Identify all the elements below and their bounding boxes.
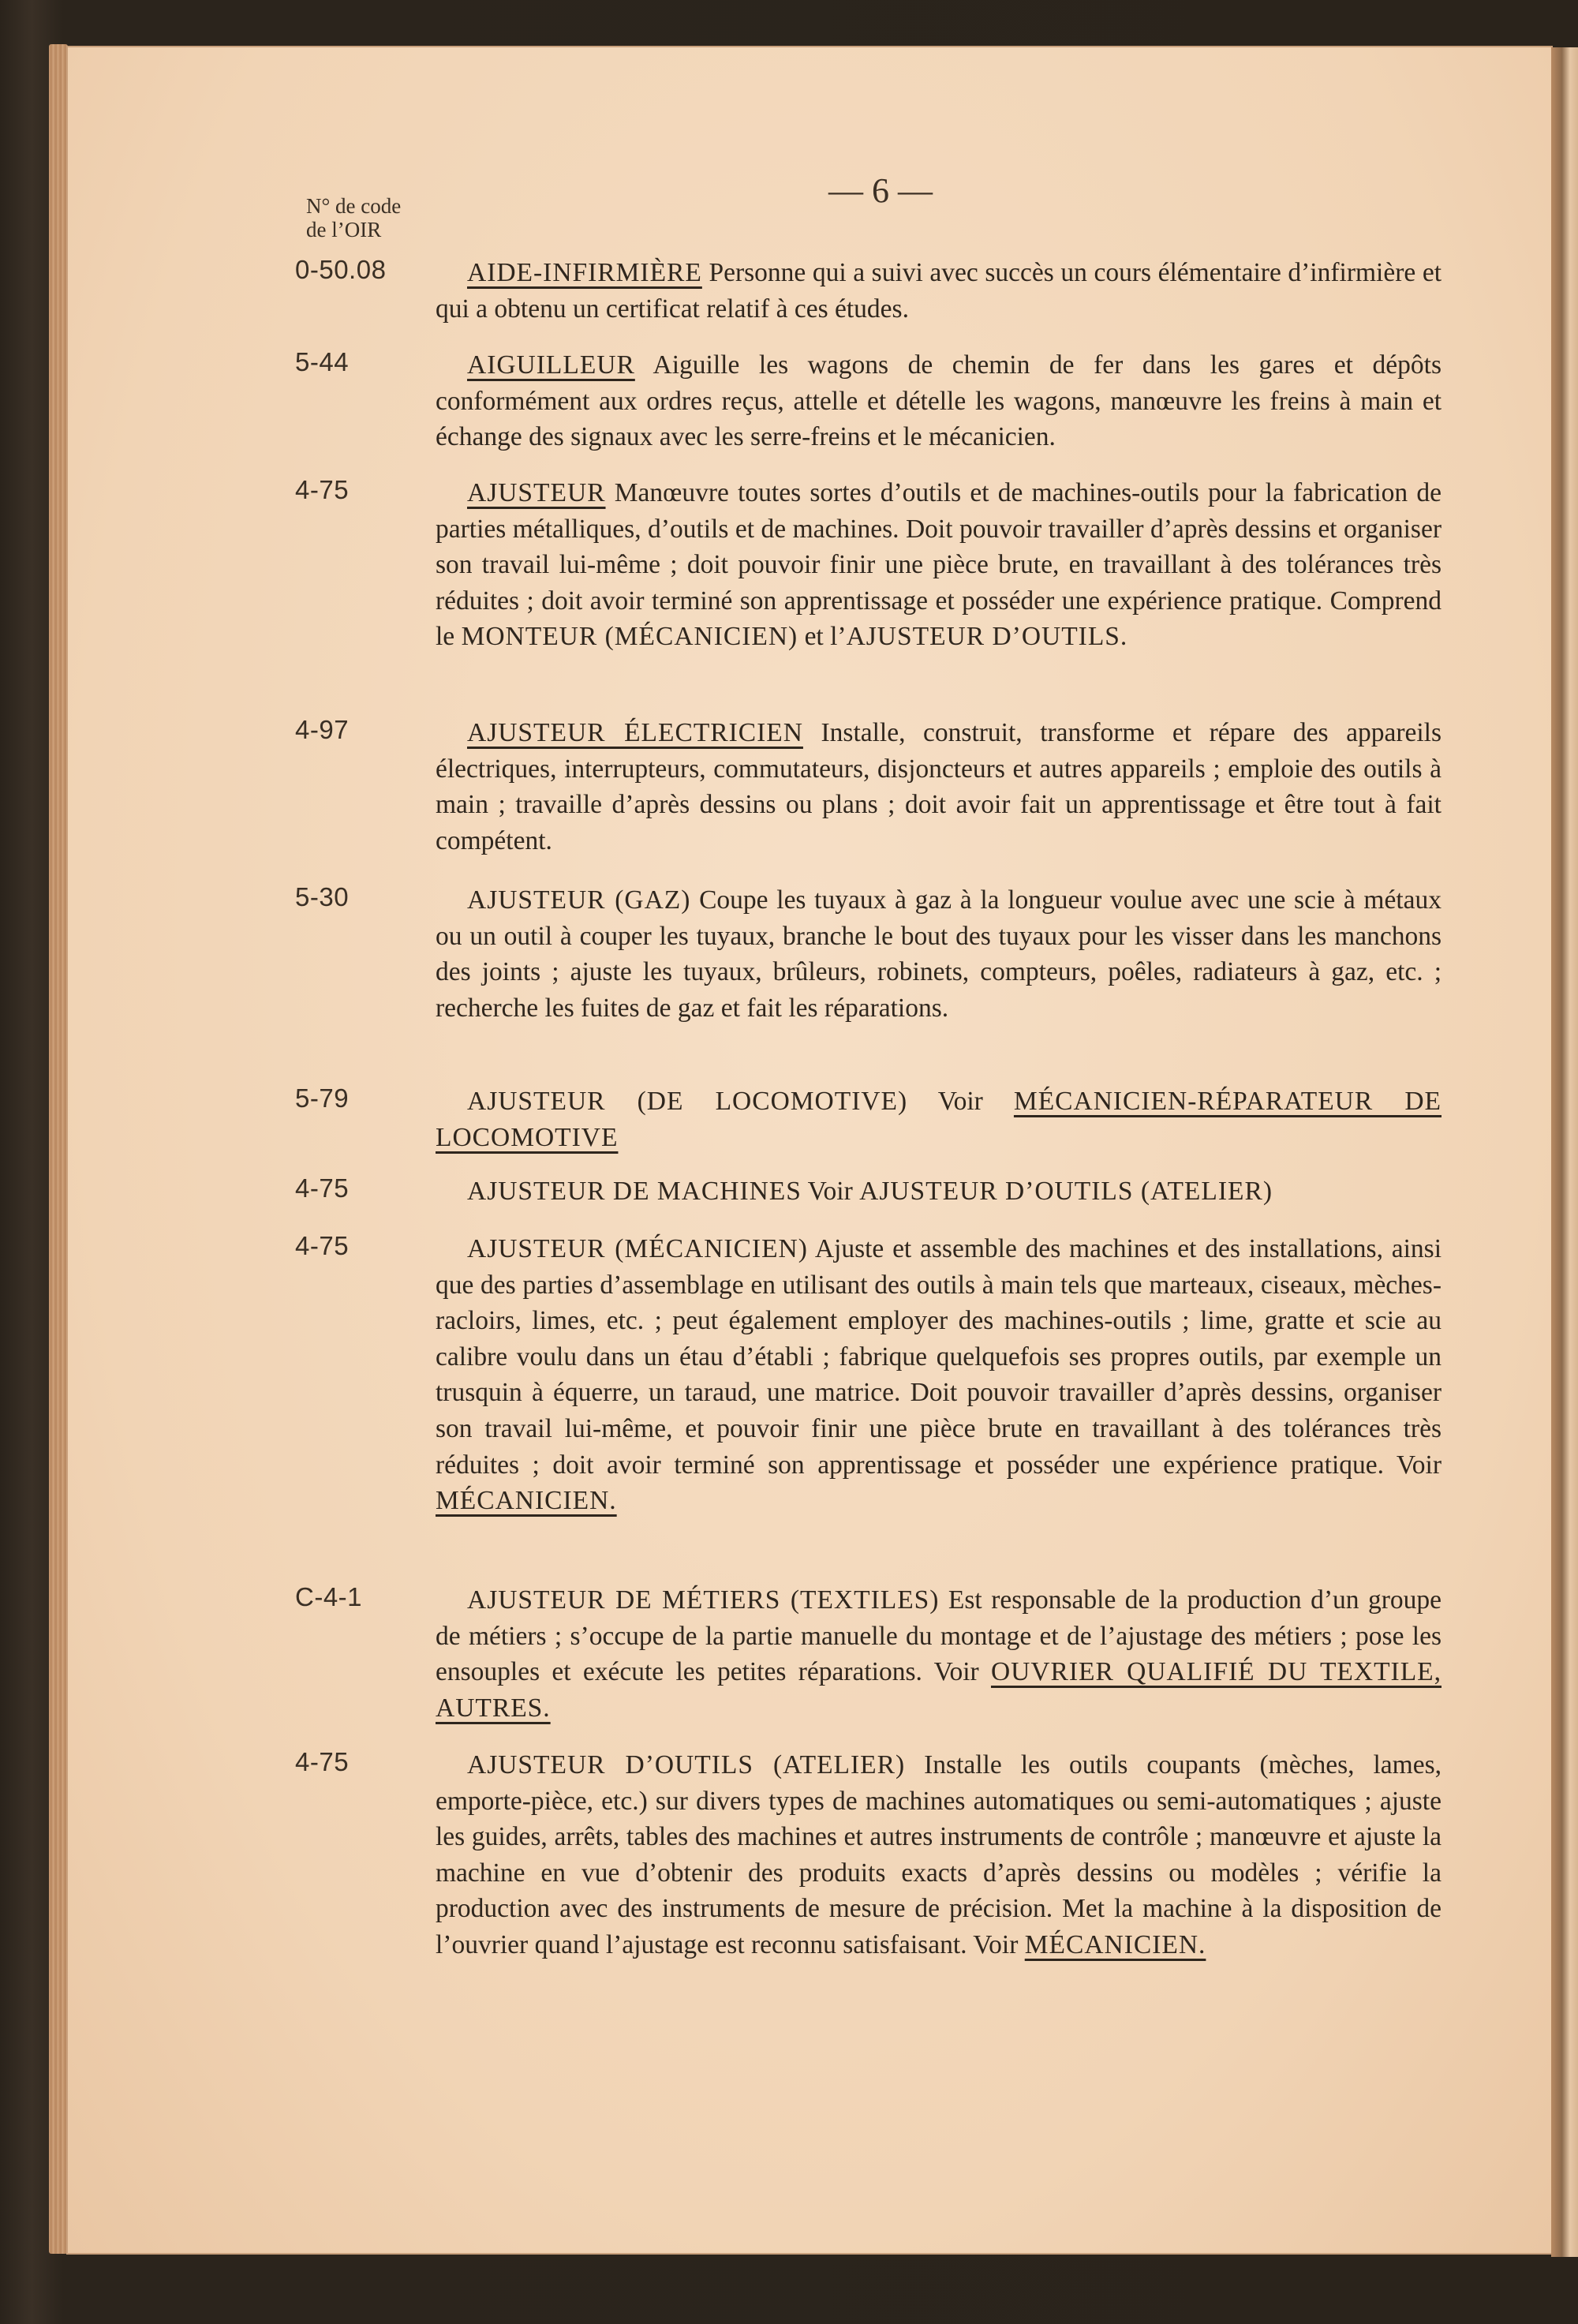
entry-text: [436, 1747, 1442, 1963]
page-number: — 6 —: [828, 171, 933, 210]
entry-reference: MÉCANICIEN-RÉPARATEUR DE LOCOMOTIVE: [436, 1087, 1442, 1152]
code-column-header-line1: N° de code: [306, 194, 402, 218]
entry-text: [436, 1582, 1442, 1726]
entry-text: [436, 1173, 1442, 1210]
code-column-header: [306, 194, 401, 241]
page-edges-right: [1551, 47, 1578, 2257]
entry-text: [436, 347, 1442, 455]
entry-reference: MÉCANICIEN.: [1024, 1929, 1206, 1959]
entry-term: AJUSTEUR D’OUTILS (ATELIER): [467, 1750, 906, 1779]
entry-definition: Aiguille les wagons de chemin de fer dans les gares et dépôts conformément aux ordres reçus, attelle et dételle les wagons, manœuvre les freins à main et échange des signaux avec les serre-freins et le mécanicien.: [436, 350, 1442, 452]
entry-text: [436, 255, 1442, 327]
entry-code: 4-75: [295, 475, 350, 504]
entry-code: 4-75: [295, 1173, 350, 1203]
entry-definition: Ajuste et assemble des machines et des installations, ainsi que des parties d’assemblage en utilisant des outils à main tels que marteaux, ciseaux, mèches-racloirs, limes, etc. ; peut également employer des machines-outils ; lime, gratte et scie au calibre voulu dans un étau d’établi ; fabrique quelquefois ses propres outils, par exemple un trusquin à équerre, un taraud, une matrice. Doit pouvoir travailler d’après dessins, organiser son travail lui-même, et pouvoir finir une pièce brute en travaillant à des tolérances très réduites ; doit avoir terminé son apprentissage et posséder une expérience pratique. Voir: [436, 1234, 1442, 1480]
entry-term: AIGUILLEUR: [467, 350, 635, 380]
entry-code: 4-75: [295, 1747, 350, 1776]
entry-code: 0-50.08: [295, 255, 387, 284]
code-column-header-line2: de l’OIR: [306, 218, 382, 241]
page-edges-left: [49, 44, 68, 2254]
entry-definition: Coupe les tuyaux à gaz à la longueur voulue avec une scie à métaux ou un outil à couper les tuyaux, branche le bout des tuyaux pour les visser dans les manchons des joints ; ajuste les tuyaux, brûleurs, robinets, compteurs, poêles, radiateurs à gaz, etc. ; recherche les fuites de gaz et fait les réparations.: [436, 885, 1442, 1023]
entry-code: 5-79: [295, 1083, 350, 1113]
entry-code: 4-97: [295, 715, 350, 744]
entry-term: AJUSTEUR ÉLECTRICIEN: [467, 718, 803, 747]
entry-text: [436, 1083, 1442, 1155]
entry-definition: Installe les outils coupants (mèches, lames, emporte-pièce, etc.) sur divers types de machines automatiques ou semi-automatiques ; ajuste les guides, arrêts, tables des machines et autres instruments de contrôle ; manœuvre et ajuste la machine en vue d’obtenir des produits exacts d’après dessins ou modèles ; vérifie la production avec des instruments de mesure de précision. Met la machine à la disposition de l’ouvrier quand l’ajustage est reconnu satisfaisant. Voir: [436, 1750, 1442, 1959]
entry-definition: Manœuvre toutes sortes d’outils et de machines-outils pour la fabrication de parties métalliques, d’outils et de machines. Doit pouvoir travailler d’après dessins et organiser son travail lui-même ; doit pouvoir finir une pièce brute, en travaillant à des tolérances très réduites ; doit avoir terminé son apprentissage et posséder une expérience pratique. Comprend le: [436, 478, 1442, 652]
entry-reference: MONTEUR (MÉCANICIEN): [461, 622, 798, 652]
entry-definition: Voir: [801, 1177, 860, 1206]
entry-definition-cont: et l’: [798, 622, 847, 652]
entry-definition: Voir: [907, 1087, 1014, 1116]
entry-code: C-4-1: [295, 1582, 363, 1611]
entry-code: 5-44: [295, 347, 350, 376]
entry-text: [436, 1231, 1442, 1519]
entry-definition: Est responsable de la production d’un groupe de métiers ; s’occupe de la partie manuelle du montage et de l’ajustage des métiers ; pose les ensouples et exécute les petites réparations. Voir: [436, 1585, 1442, 1687]
entry-term: AJUSTEUR (GAZ): [467, 885, 691, 915]
entry-term: AJUSTEUR: [467, 478, 606, 507]
entry-reference: AJUSTEUR D’OUTILS.: [846, 622, 1128, 652]
entry-reference: OUVRIER QUALIFIÉ DU TEXTILE, AUTRES.: [436, 1657, 1442, 1723]
entry-text: [436, 475, 1442, 655]
entry-definition: Personne qui a suivi avec succès un cours élémentaire d’infirmière et qui a obtenu un certificat relatif à ces études.: [436, 258, 1442, 324]
entry-term: AJUSTEUR (MÉCANICIEN): [467, 1234, 808, 1263]
entry-term: AIDE-INFIRMIÈRE: [467, 258, 702, 287]
entry-code: 5-30: [295, 882, 350, 911]
entry-term: AJUSTEUR (DE LOCOMOTIVE): [467, 1087, 908, 1116]
entry-term: AJUSTEUR DE MÉTIERS (TEXTILES): [467, 1585, 940, 1615]
entry-text: [436, 882, 1442, 1026]
entry-definition: Installe, construit, transforme et répare des appareils électriques, interrupteurs, commutateurs, disjoncteurs et autres appareils ; emploie des outils à main ; travaille d’après dessins ou plans ; doit avoir fait un apprentissage et être tout à fait compétent.: [436, 718, 1442, 855]
entry-term: AJUSTEUR DE MACHINES: [467, 1177, 802, 1206]
entry-code: 4-75: [295, 1231, 350, 1260]
entry-reference: AJUSTEUR D’OUTILS (ATELIER): [859, 1177, 1273, 1206]
entry-reference: MÉCANICIEN.: [436, 1486, 617, 1516]
entry-text: [436, 715, 1442, 859]
